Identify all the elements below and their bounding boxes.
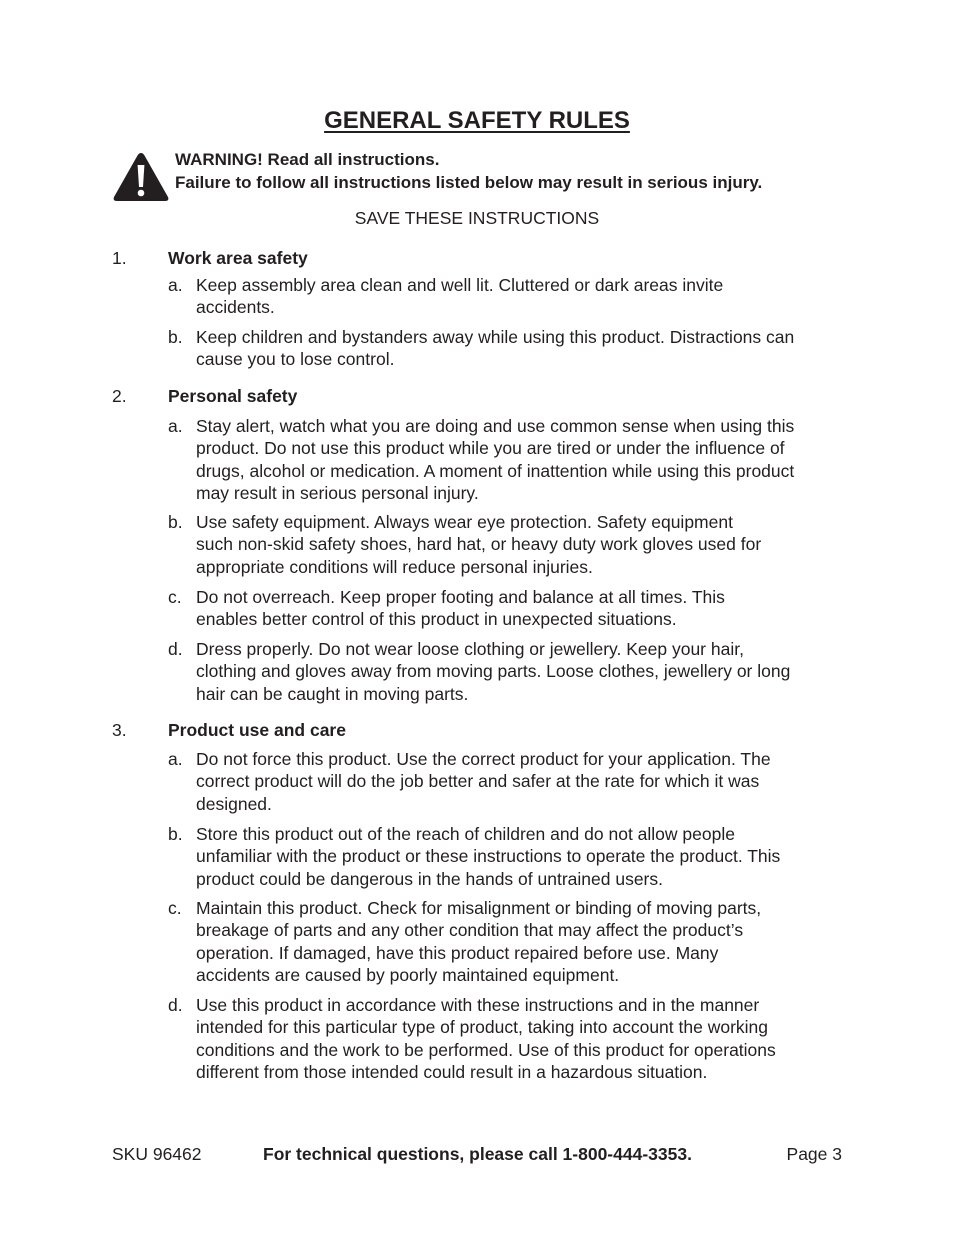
section-2 [112, 385, 852, 704]
list-item-text-line: product. Do not use this product while you are tired or under the influence of [196, 438, 785, 459]
section-number: 2. [112, 386, 127, 406]
list-item [168, 897, 761, 987]
section-number: 3. [112, 720, 127, 740]
list-item-text-line: appropriate conditions will reduce personal injuries. [196, 556, 593, 577]
list-item-letter: a. [168, 416, 183, 436]
list-item [168, 586, 725, 631]
list-item-text-line: Use safety equipment. Always wear eye protection. Safety equipment [196, 512, 733, 532]
list-item-letter: c. [168, 898, 182, 918]
section-1 [112, 247, 852, 370]
list-item-letter: a. [168, 275, 183, 295]
footer-sku: SKU 96462 [112, 1144, 202, 1164]
section-title: Personal safety [168, 386, 298, 406]
list-item-text-line: designed. [196, 793, 272, 814]
footer-phone: For technical questions, please call 1-800-444-3353. [263, 1144, 692, 1164]
list-item-text-line: hair can be caught in moving parts. [196, 683, 469, 704]
list-item-text-line: breakage of parts and any other condition that may affect the product’s [196, 920, 744, 941]
warning-text [175, 148, 762, 194]
list-item [168, 638, 790, 705]
list-item-text-line: Dress properly. Do not wear loose clothing or jewellery. Keep your hair, [196, 639, 744, 659]
list-item-text-line: Stay alert, watch what you are doing and use common sense when using this [196, 416, 795, 436]
list-item [168, 823, 780, 890]
list-item [168, 274, 723, 319]
list-item-text-line: drugs, alcohol or medication. A moment of inattention while using this product [196, 460, 795, 481]
page-footer [112, 1143, 842, 1165]
list-item-text-line: such non-skid safety shoes, hard hat, or heavy duty work gloves used for [196, 534, 762, 555]
list-item [168, 511, 761, 578]
list-item-text-line: cause you to lose control. [196, 349, 395, 370]
list-item-text-line: clothing and gloves away from moving parts. Loose clothes, jewellery or long [196, 661, 791, 682]
list-item [168, 326, 794, 371]
list-item-text-line: correct product will do the job better and safer at the rate for which it was [196, 771, 760, 792]
section-title: Work area safety [168, 248, 308, 268]
list-item-text-line: Do not overreach. Keep proper footing and balance at all times. This [196, 587, 725, 607]
list-item-letter: b. [168, 512, 183, 532]
section-title: Product use and care [168, 720, 346, 740]
list-item-text-line: Keep assembly area clean and well lit. Cluttered or dark areas invite [196, 275, 724, 295]
list-item-letter: a. [168, 749, 183, 769]
warning-triangle-icon [112, 151, 170, 203]
section-heading [112, 719, 852, 741]
page-title-text: GENERAL SAFETY RULES [324, 107, 630, 134]
section-heading [112, 385, 852, 407]
list-item-letter: d. [168, 639, 183, 659]
section-3 [112, 719, 852, 1083]
list-item-text-line: Do not force this product. Use the correct product for your application. The [196, 749, 771, 769]
footer-page-number: Page 3 [786, 1144, 842, 1164]
section-heading [112, 247, 852, 269]
list-item-text-line: conditions and the work to be performed. Use of this product for operations [196, 1039, 776, 1060]
list-item-text-line: intended for this particular type of product, taking into account the working [196, 1017, 768, 1038]
list-item-text-line: Store this product out of the reach of children and do not allow people [196, 824, 735, 844]
list-item-letter: b. [168, 327, 183, 347]
list-item-text-line: unfamiliar with the product or these instructions to operate the product. This [196, 846, 781, 867]
list-item-text-line: Keep children and bystanders away while using this product. Distractions can [196, 327, 795, 347]
warning-block [112, 148, 852, 204]
list-item [168, 748, 771, 815]
list-item-text-line: Maintain this product. Check for misalignment or binding of moving parts, [196, 898, 762, 918]
list-item-text-line: accidents. [196, 297, 275, 318]
warning-line-1: WARNING! Read all instructions. [175, 150, 440, 169]
list-item-letter: d. [168, 995, 183, 1015]
section-number: 1. [112, 248, 127, 268]
list-item [168, 415, 794, 505]
list-item-text-line: Use this product in accordance with these instructions and in the manner [196, 995, 760, 1015]
list-item-text-line: accidents are caused by poorly maintained equipment. [196, 965, 620, 986]
list-item-text-line: operation. If damaged, have this product repaired before use. Many [196, 942, 719, 963]
list-item-text-line: may result in serious personal injury. [196, 483, 479, 504]
list-item-text-line: product could be dangerous in the hands of untrained users. [196, 868, 663, 889]
warning-line-2: Failure to follow all instructions listed below may result in serious injury. [175, 173, 763, 192]
list-item-text-line: different from those intended could result in a hazardous situation. [196, 1062, 708, 1083]
list-item-text-line: enables better control of this product in unexpected situations. [196, 609, 677, 630]
list-item-letter: b. [168, 824, 183, 844]
page-title [0, 106, 954, 136]
save-instructions: SAVE THESE INSTRUCTIONS [354, 208, 600, 228]
list-item [168, 994, 776, 1084]
list-item-letter: c. [168, 587, 182, 607]
